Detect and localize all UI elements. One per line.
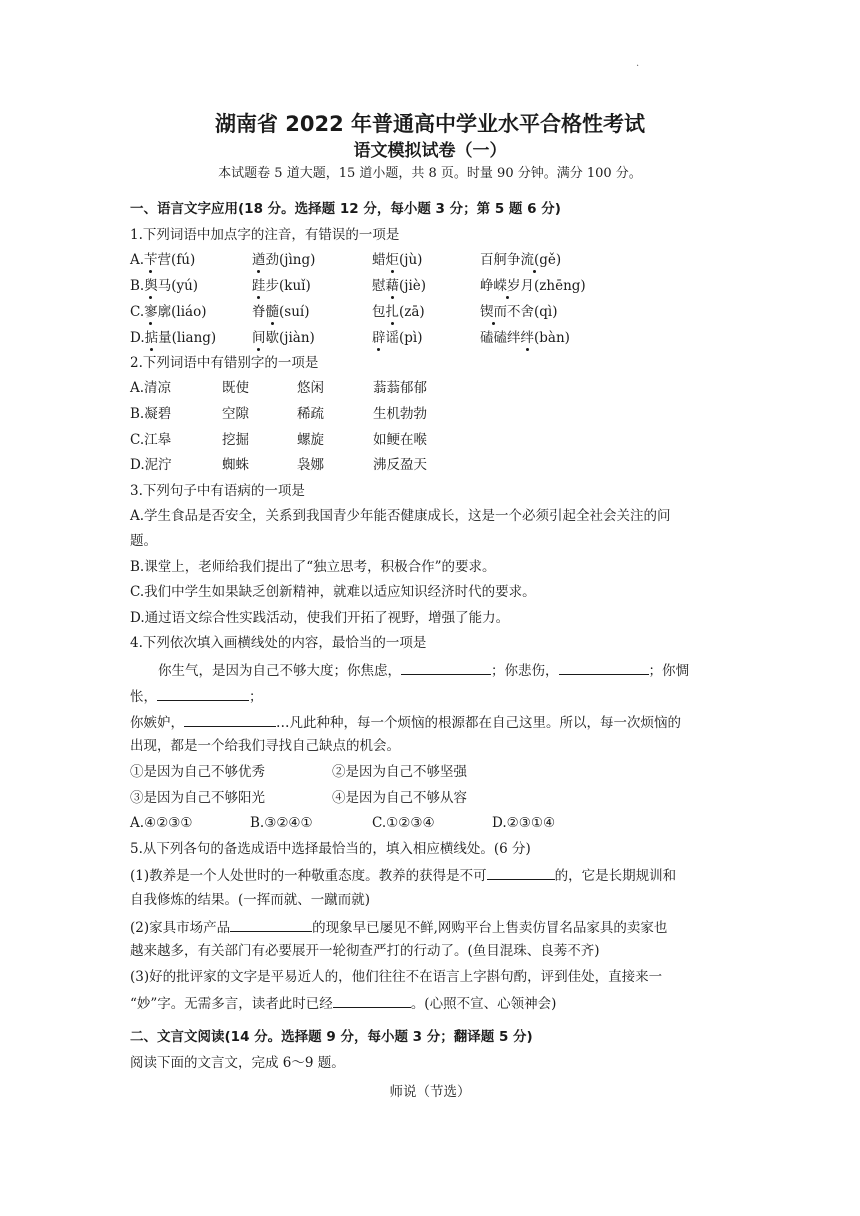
- q3-option-c: C.我们中学生如果缺乏创新精神，就难以适应知识经济时代的要求。: [130, 584, 536, 600]
- q4-choice-2: ②是因为自己不够坚强: [332, 764, 467, 780]
- word-text: 而不舍(qì): [493, 304, 558, 320]
- option-letter: B.: [130, 278, 145, 294]
- option-letter: A.: [130, 252, 145, 268]
- q1-option-word: [130, 277, 198, 295]
- q1-option-word: [372, 277, 426, 295]
- q4-passage-line-4: 出现，都是一个给我们寻找自己缺点的机会。: [130, 738, 400, 754]
- q3-stem: 3.下列句子中有语病的一项是: [130, 483, 305, 499]
- word-text: 营(fú): [157, 252, 196, 268]
- answer-blank[interactable]: [230, 917, 312, 932]
- word-text: 马(yú): [157, 278, 199, 294]
- word-text: 脊: [252, 304, 266, 320]
- q5-sentence-1: [130, 865, 676, 885]
- section-2-heading: 二、文言文阅读(14 分。选择题 9 分，每小题 3 分；翻译题 5 分): [130, 1029, 533, 1045]
- q1-option-word: [252, 251, 315, 269]
- word-text: 劲(jìng): [265, 252, 316, 268]
- word-text: 廓(liáo): [157, 304, 207, 320]
- q2-option-word: 既使: [222, 380, 249, 396]
- q3-option-d: D.通过语文综合性实践活动，使我们开拓了视野，增强了能力。: [130, 610, 510, 626]
- exam-instructions: 本试题卷 5 道大题，15 道小题，共 8 页。时量 90 分钟。满分 100 分。: [218, 166, 642, 181]
- q3-option-b: B.课堂上，老师给我们提出了“独立思考，积极合作”的要求。: [130, 559, 496, 575]
- dotted-character: 间: [252, 330, 266, 346]
- q5-text: “妙”字。无需多言，读者此时已经: [130, 996, 333, 1012]
- exam-title: 湖南省 2022 年普通高中学业水平合格性考试: [214, 112, 646, 136]
- word-text: 量(liang): [158, 330, 217, 346]
- dotted-character: 遒: [252, 252, 266, 268]
- q2-option-word: D.泥泞: [130, 457, 172, 473]
- word-text: 蜡: [372, 252, 386, 268]
- q2-option-word: 螺旋: [297, 432, 324, 448]
- q2-option-word: 稀疏: [297, 406, 324, 422]
- q4-option-c: C.①②③④: [372, 815, 435, 831]
- q1-option-word: [252, 277, 311, 295]
- word-text: (jiè): [399, 278, 427, 294]
- q5-text: 的，它是长期规训和: [554, 868, 677, 884]
- q4-text: ；你惆: [648, 663, 689, 679]
- q4-text: 怅，: [130, 689, 157, 705]
- dotted-character: 辟: [372, 330, 386, 346]
- word-text: (jù): [399, 252, 423, 268]
- dotted-character: 掂: [144, 330, 159, 346]
- corner-mark: .: [636, 58, 640, 69]
- word-text: 磕磕绊: [480, 330, 521, 346]
- q4-option-b: B.③②④①: [250, 815, 313, 831]
- dotted-character: 炬: [385, 252, 399, 268]
- word-text: (bàn): [534, 330, 570, 346]
- q1-option-word: [480, 251, 561, 269]
- q5-sentence-3: (3)好的批评家的文字是平易近人的，他们往往不在语言上字斟句酌，评到佳处，直接来一: [130, 969, 663, 985]
- word-text: 锲: [480, 304, 494, 320]
- q2-option-word: 蓊蓊郁郁: [373, 380, 427, 396]
- q5-stem: 5.从下列各句的备选成语中选择最恰当的，填入相应横线处。(6 分): [130, 841, 531, 857]
- dotted-character: 髓: [265, 304, 279, 320]
- reading-instruction: 阅读下面的文言文，完成 6～9 题。: [130, 1055, 345, 1071]
- section-1-heading: 一、语言文字应用(18 分。选择题 12 分，每小题 3 分；第 5 题 6 分): [130, 201, 561, 217]
- q4-text: 你嫉妒，: [130, 715, 184, 731]
- q5-text: (1)教养是一个人处世时的一种敬重态度。教养的获得是不可: [130, 868, 487, 884]
- q1-option-word: [480, 329, 570, 347]
- answer-blank[interactable]: [157, 686, 249, 701]
- q3-option-a-cont: 题。: [130, 533, 157, 549]
- dotted-character: 藉: [385, 278, 399, 294]
- q1-option-word: [252, 329, 315, 347]
- q4-option-d: D.②③①④: [492, 815, 556, 831]
- q3-option-a: A.学生食品是否安全，关系到我国青少年能否健康成长，这是一个必须引起全社会关注的问: [130, 508, 671, 524]
- q2-option-word: 如鲠在喉: [373, 432, 427, 448]
- q2-option-word: B.凝碧: [130, 406, 172, 422]
- word-text: 百舸争流: [480, 252, 534, 268]
- q4-choice-1: ①是因为自己不够优秀: [130, 764, 265, 780]
- q4-choice-3: ③是因为自己不够阳光: [130, 790, 265, 806]
- q4-passage-line-2: [130, 686, 263, 706]
- answer-blank[interactable]: [184, 712, 276, 727]
- q4-text: 你生气，是因为自己不够大度；你焦虑，: [158, 663, 401, 679]
- q1-option-word: [372, 251, 422, 269]
- word-text: 歇(jiàn): [265, 330, 315, 346]
- q4-passage-line-1: [158, 660, 689, 680]
- word-text: 岁月(zhēng): [507, 278, 586, 294]
- q1-option-word: [130, 251, 195, 269]
- q2-option-word: 生机勃勃: [373, 406, 427, 422]
- passage-title: 师说（节选）: [389, 1084, 471, 1100]
- q1-option-word: [252, 303, 309, 321]
- dotted-character: 扎: [385, 304, 399, 320]
- word-text: (zā): [399, 304, 425, 320]
- q2-option-word: 挖掘: [222, 432, 249, 448]
- q4-text: ；你悲伤，: [491, 663, 559, 679]
- word-text: 慰: [372, 278, 386, 294]
- q2-option-word: 蜘蛛: [222, 457, 249, 473]
- exam-subtitle: 语文模拟试卷（一）: [353, 141, 507, 161]
- q1-option-word: [480, 277, 586, 295]
- q5-sentence-2-cont: 越来越多，有关部门有必要展开一轮彻查严打的行动了。(鱼目混珠、良莠不齐): [130, 943, 600, 959]
- q2-option-word: 袅娜: [297, 457, 324, 473]
- q4-option-a: A.④②③①: [130, 815, 193, 831]
- answer-blank[interactable]: [487, 865, 555, 880]
- q2-option-word: 空隙: [222, 406, 249, 422]
- answer-blank[interactable]: [401, 660, 491, 675]
- answer-blank[interactable]: [333, 993, 411, 1008]
- word-text: 峥嵘: [480, 278, 507, 294]
- word-text: 包: [372, 304, 386, 320]
- q1-option-word: [372, 303, 425, 321]
- dotted-character: 苄: [144, 252, 158, 268]
- q2-option-word: C.江皋: [130, 432, 172, 448]
- q4-text: …凡此种种，每一个烦恼的根源都在自己这里。所以，每一次烦恼的: [276, 715, 681, 731]
- q2-option-word: A.清凉: [130, 380, 172, 396]
- q4-text: ；: [249, 689, 263, 705]
- dotted-character: 绊: [520, 330, 534, 346]
- option-letter: C.: [130, 304, 145, 320]
- q1-stem: 1.下列词语中加点字的注音，有错误的一项是: [130, 227, 400, 243]
- q4-passage-line-3: [130, 712, 681, 732]
- q5-sentence-1-cont: 自我修炼的结果。(一挥而就、一蹴而就): [130, 892, 371, 908]
- q1-option-word: [372, 329, 423, 347]
- answer-blank[interactable]: [559, 660, 649, 675]
- word-text: (suí): [279, 304, 310, 320]
- q1-option-word: [130, 303, 207, 321]
- q5-sentence-2: [130, 917, 667, 937]
- option-letter: D.: [130, 330, 145, 346]
- dotted-character: 寥: [144, 304, 158, 320]
- q5-sentence-3-cont: [130, 993, 556, 1013]
- q4-choice-4: ④是因为自己不够从容: [332, 790, 467, 806]
- q5-text: (2)家具市场产品: [130, 920, 231, 936]
- word-text: 谣(pì): [385, 330, 423, 346]
- dotted-character: 跬: [252, 278, 266, 294]
- word-text: 步(kuǐ): [265, 278, 311, 294]
- q2-option-word: 沸反盈天: [373, 457, 427, 473]
- q1-option-word: [130, 329, 216, 347]
- q4-stem: 4.下列依次填入画横线处的内容，最恰当的一项是: [130, 635, 427, 651]
- q2-option-word: 悠闲: [297, 380, 324, 396]
- word-text: (gě): [534, 252, 562, 268]
- q5-text: 。(心照不宣、心领神会): [410, 996, 557, 1012]
- q2-stem: 2.下列词语中有错别字的一项是: [130, 355, 319, 371]
- q5-text: 的现象早已屡见不鲜,网购平台上售卖仿冒名品家具的卖家也: [312, 920, 668, 936]
- dotted-character: 舆: [144, 278, 158, 294]
- q1-option-word: [480, 303, 558, 321]
